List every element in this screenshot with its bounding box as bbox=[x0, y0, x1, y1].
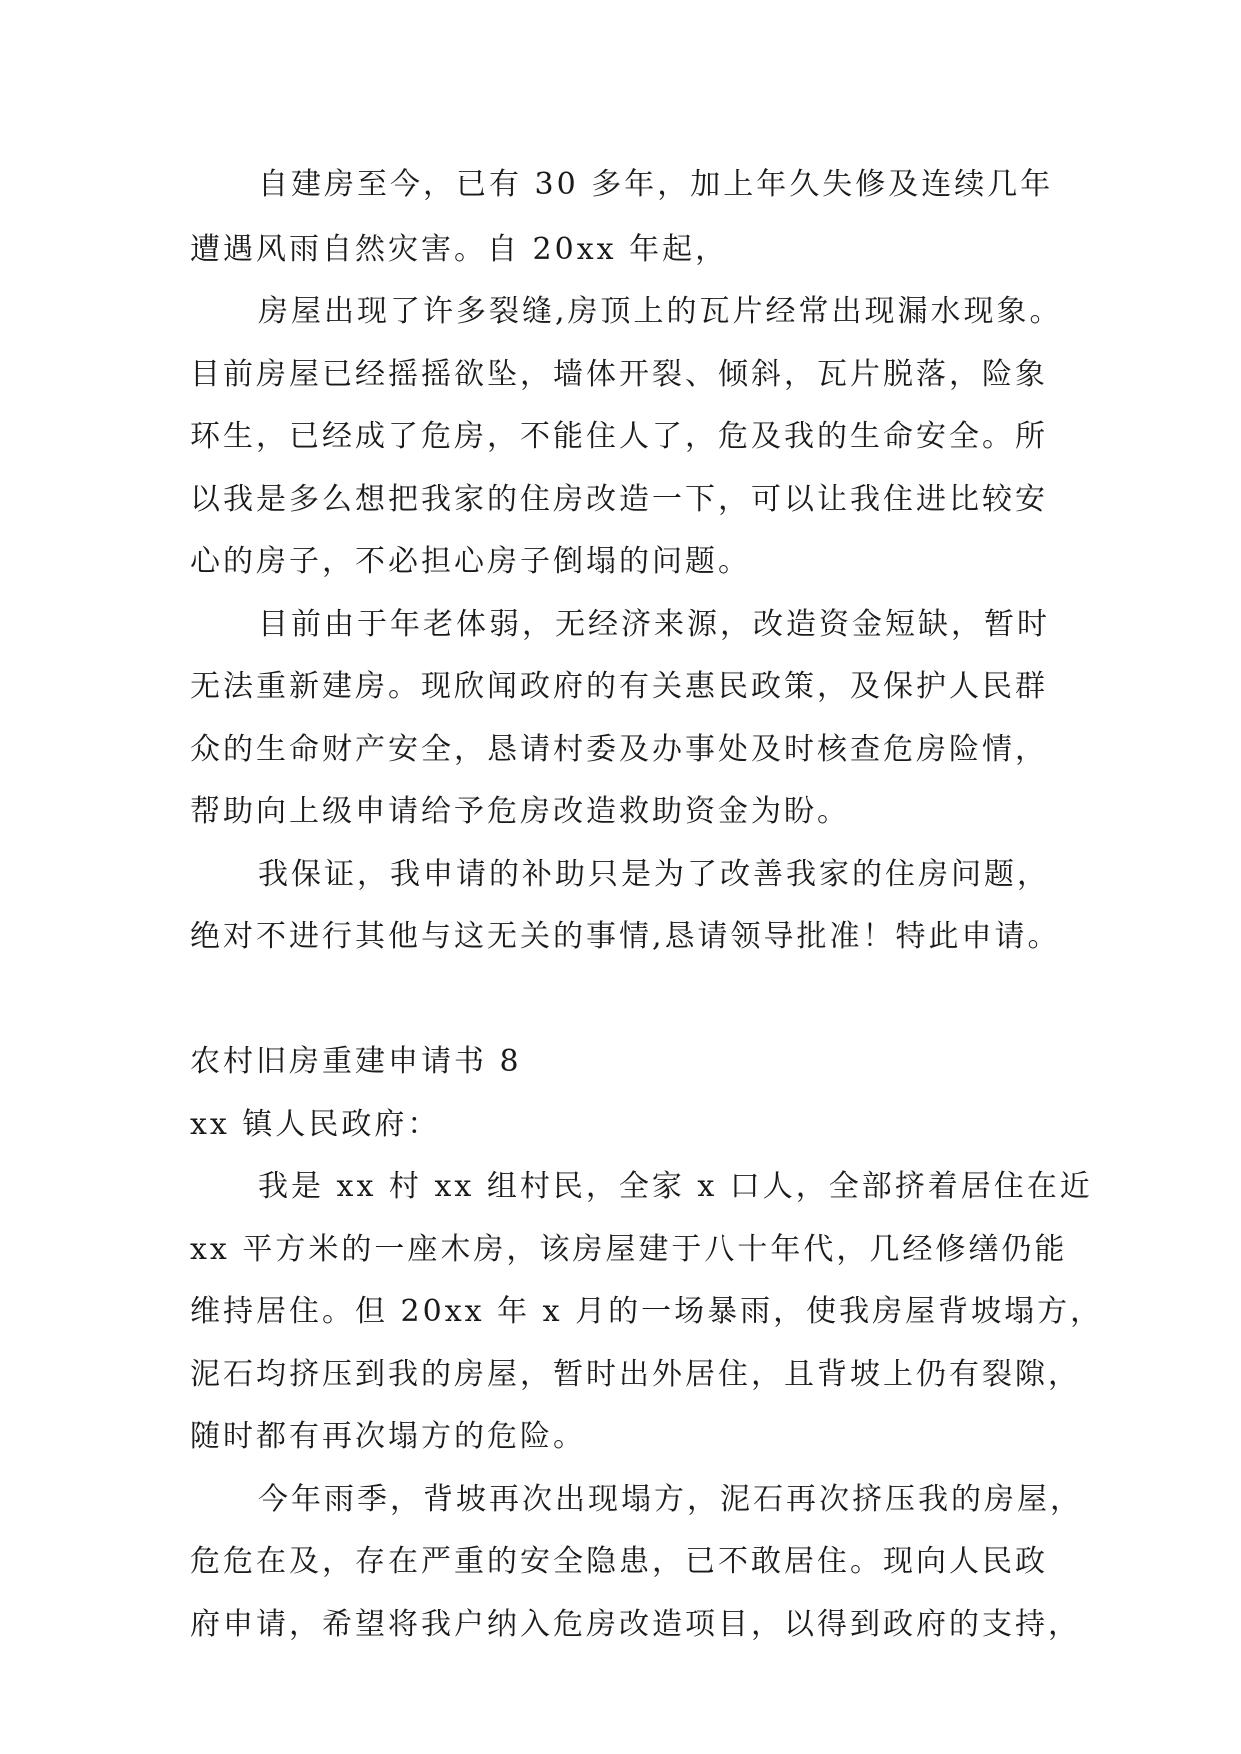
paragraph-line: 我是 xx 村 xx 组村民，全家 x 口人，全部挤着居住在近 bbox=[258, 1169, 1093, 1204]
paragraph-line: 自建房至今，已有 30 多年，加上年久失修及连续几年 bbox=[258, 167, 1054, 202]
paragraph-line: 众的生命财产安全，恳请村委及办事处及时核查危房险情， bbox=[190, 732, 1048, 767]
paragraph-line: 泥石均挤压到我的房屋，暂时出外居住，且背坡上仍有裂隙， bbox=[190, 1357, 1081, 1392]
paragraph-line: 随时都有再次塌方的危险。 bbox=[190, 1419, 586, 1454]
paragraph-line: 目前房屋已经摇摇欲坠，墙体开裂、倾斜，瓦片脱落，险象 bbox=[190, 357, 1048, 392]
paragraph-line: 遭遇风雨自然灾害。自 20xx 年起， bbox=[190, 232, 729, 267]
paragraph-line: xx 平方米的一座木房，该房屋建于八十年代，几经修缮仍能 bbox=[190, 1232, 1068, 1267]
paragraph-line: 我保证，我申请的补助只是为了改善我家的住房问题， bbox=[258, 857, 1050, 892]
paragraph-line: 绝对不进行其他与这无关的事情,恳请领导批准！特此申请。 bbox=[190, 919, 1061, 954]
section-title: 农村旧房重建申请书 8 bbox=[190, 1044, 522, 1079]
paragraph-line: 危危在及，存在严重的安全隐患，已不敢居住。现向人民政 bbox=[190, 1544, 1048, 1579]
salutation: xx 镇人民政府： bbox=[190, 1107, 441, 1142]
paragraph-line: 心的房子，不必担心房子倒塌的问题。 bbox=[190, 544, 751, 579]
paragraph-line: 帮助向上级申请给予危房改造救助资金为盼。 bbox=[190, 794, 850, 829]
paragraph-line: 房屋出现了许多裂缝,房顶上的瓦片经常出现漏水现象。 bbox=[258, 294, 1063, 329]
paragraph-line: 无法重新建房。现欣闻政府的有关惠民政策，及保护人民群 bbox=[190, 669, 1048, 704]
paragraph-line: 今年雨季，背坡再次出现塌方，泥石再次挤压我的房屋， bbox=[258, 1482, 1083, 1517]
paragraph-line: 以我是多么想把我家的住房改造一下，可以让我住进比较安 bbox=[190, 482, 1048, 517]
paragraph-line: 维持居住。但 20xx 年 x 月的一场暴雨，使我房屋背坡塌方， bbox=[190, 1294, 1104, 1329]
paragraph-line: 府申请，希望将我户纳入危房改造项目，以得到政府的支持， bbox=[190, 1607, 1081, 1642]
paragraph-line: 环生，已经成了危房，不能住人了，危及我的生命安全。所 bbox=[190, 419, 1048, 454]
paragraph-line: 目前由于年老体弱，无经济来源，改造资金短缺，暂时 bbox=[258, 607, 1050, 642]
